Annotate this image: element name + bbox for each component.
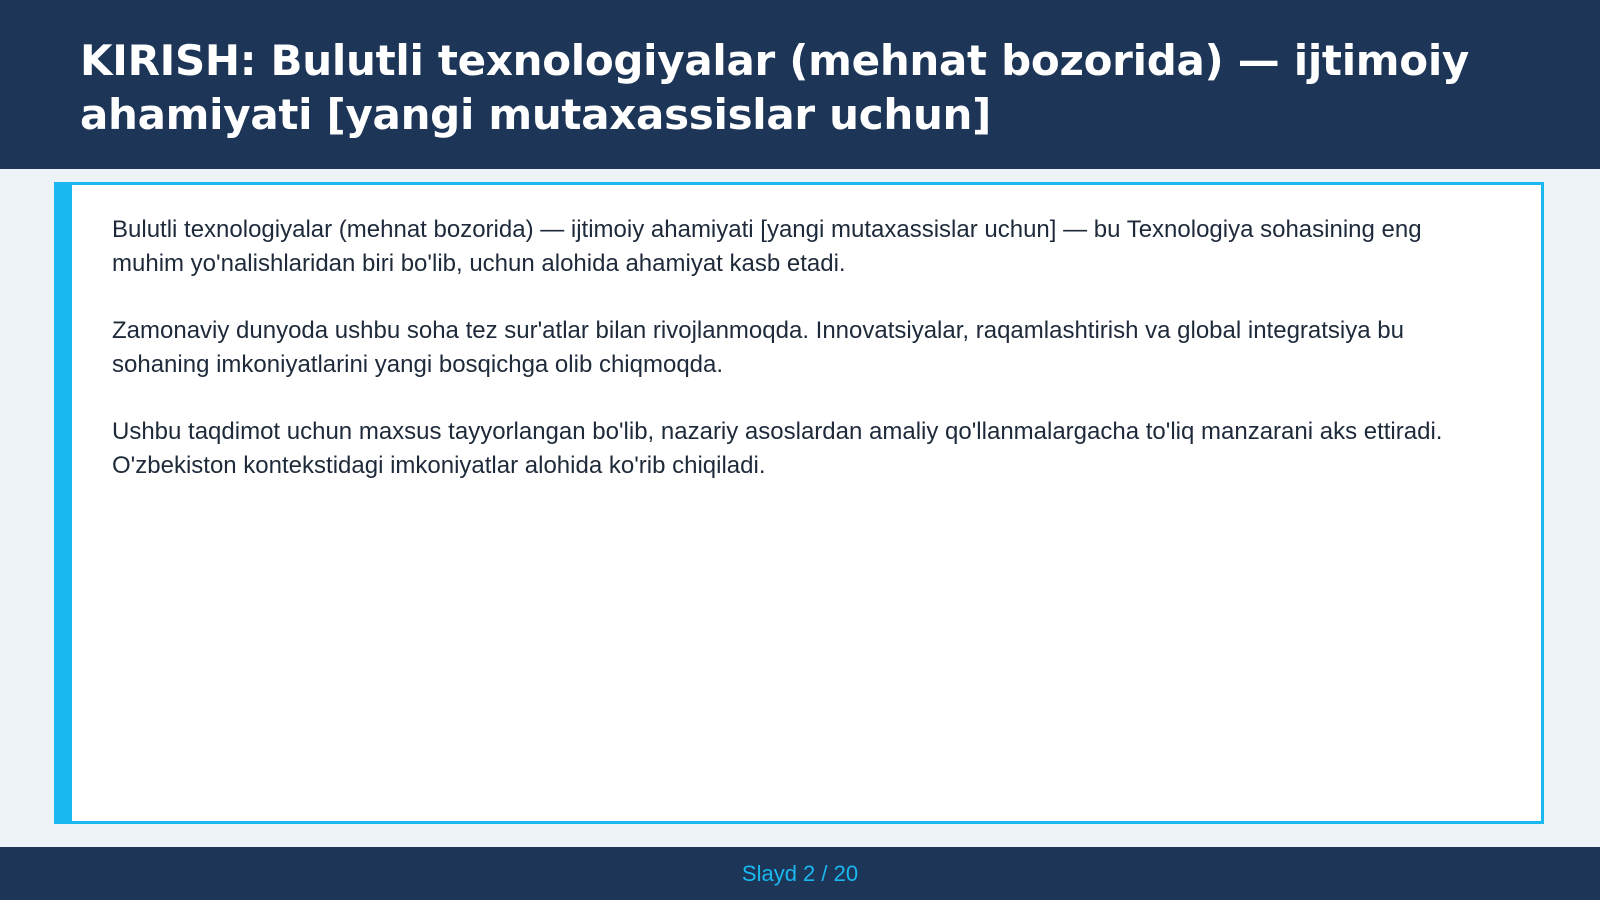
slide-title: KIRISH: Bulutli texnologiyalar (mehnat bozorida) — ijtimoiy ahamiyati [yangi mutaxassislar uchun] [80, 36, 1469, 139]
paragraph-presentation-purpose: Ushbu taqdimot uchun maxsus tayyorlangan bo'lib, nazariy asoslardan amaliy qo'llanmalargacha to'liq manzarani aks ettiradi. O'zbekiston kontekstidagi imkoniyatlar alohida ko'rib chiqiladi. [112, 418, 1443, 479]
slide-number: Slayd 2 / 20 [741, 861, 859, 886]
footer-bar [0, 847, 1600, 900]
paragraph-modern-world: Zamonaviy dunyoda ushbu soha tez sur'atlar bilan rivojlanmoqda. Innovatsiyalar, raqamlashtirish va global integratsiya bu sohaning imkoniyatlarini yangi bosqichga olib chiqmoqda. [112, 317, 1404, 378]
paragraph-list [112, 213, 1497, 516]
paragraph-intro: Bulutli texnologiyalar (mehnat bozorida) — ijtimoiy ahamiyati [yangi mutaxassislar uchun] — bu Texnologiya sohasining eng muhim yo'nalishlaridan biri bo'lib, uchun alohida ahamiyat kasb etadi. [112, 216, 1422, 277]
content-card [54, 182, 1544, 824]
header-bar [0, 0, 1600, 169]
